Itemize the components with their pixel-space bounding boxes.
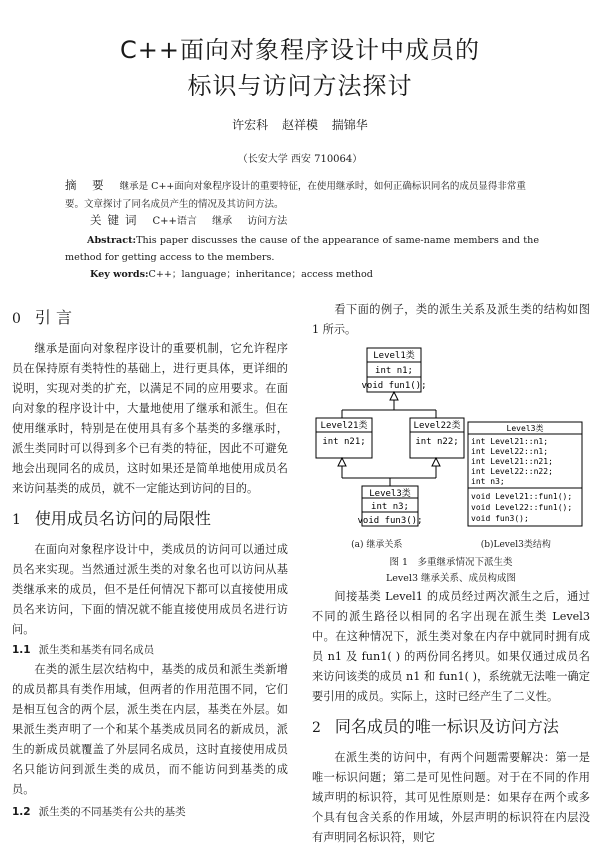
level3-box [357,486,422,526]
level3-member-n3: int n3; [371,502,409,512]
authors: 许宏科 赵祥模 揣锦华 [232,118,368,132]
right-paragraph-2: 在派生类的访问中，有两个问题需要解决：第一是唯一标识问题；第二是可见性问题。对于在不同的作用域声明的标识符，其可见性原则是：如果存在两个或多个具有包含关系的作用域，外层声明的标识符在内层没有声明同名标识符，则它 [312,751,590,844]
subsection-1-1-number: 1.1 [12,644,31,656]
abstract-cn-text: 继承是 C++面向对象程序设计的重要特征，在使用继承时，如何正确标识同名的成员显得非常重要。文章探讨了同名成员产生的情况及其访问方法。 [65,181,526,210]
left-column [12,300,288,822]
keywords-en-label: Key words [90,269,145,280]
right-paragraph-1: 间接基类 Level1 的成员经过两次派生之后，通过不同的派生路径以相同的名字出现在派生类 Level3 中。在这种情况下，派生类对象在内存中就同时拥有成员 n1 及 fun1( ) 的两份同名拷贝。如果仅通过成员名来访问该类的成员 n1 和 fun1( )，系统就无法唯一确定要引用的成员。实际上，这时已经产生了二义性。 [312,590,590,703]
level22-box [410,418,464,458]
affiliation: （长安大学 西安 710064） [237,154,363,165]
figure-1 [312,342,590,534]
structure-line: int Level22::n1; [471,447,549,456]
level22-member: int n22; [415,437,459,447]
structure-line: int Level21::n1; [471,437,549,446]
section-2-heading [312,717,590,738]
paper-title-line2: 标识与访问方法探讨 [187,72,413,100]
structure-line: void fun3(); [471,514,529,523]
section-0-title: 引 言 [34,308,73,327]
abstract-cn-label: 摘 要 [65,178,110,192]
subsection-1-1-paragraph: 在类的派生层次结构中，基类的成员和派生类新增的成员都具有类作用域，但两者的作用范围不同，它们是相互包含的两个层，派生类在内层，基类在外层。如果派生类声明了一个和某个基类成员同名的新成员，派生的新成员就覆盖了外层同名成员，这时直接使用成员名只能访问到派生类的成员，而不能访问到基类的成员。 [12,663,288,796]
section-0-heading [12,308,288,329]
figure-caption-line2: Level3 继承关系、成员构成图 [385,573,517,584]
figure-sublabels [312,539,590,551]
figure-caption-line1: 图 1 多重继承情况下派生类 [389,557,513,568]
subsection-1-2-heading [12,802,288,822]
abstract-en: Abstract:This paper discusses the cause of the appearance of same-name members and the method for getting access to the members. [65,235,539,263]
structure-line: void Level21::fun1(); [471,492,573,501]
inheritance-arrows-bottom [338,458,440,486]
abstract-en-text: This paper discusses the cause of the appearance of same-name members and the method for getting access to the members. [65,235,539,263]
keywords-cn-label: 关键词 [90,213,143,227]
intro-paragraph: 继承是面向对象程序设计的重要机制，它允许程序员在保持原有类特性的基础上，进行更具体，更详细的说明，实现对类的扩充，以满足不同的应用要求。在面向对象的程序设计中，大量地使用了继承和派生。但在使用继承时，特别是在使用具有多个基类的多继承时，派生类同时可以得到多个已有类的特征，因此不可避免地会出现同名的成员，这时如果还是简单地使用成员名来访问基类的成员，就不一定能达到访问的目的。 [12,342,288,495]
keywords-en: Key words:C++；language；inheritance；access method [90,269,373,280]
section-1-heading [12,509,288,530]
structure-line: int Level22::n22; [471,467,553,476]
section-2-title: 同名成员的唯一标识及访问方法 [334,717,559,736]
level1-name: Level1类 [373,351,415,361]
right-intro-paragraph: 看下面的例子，类的派生关系及派生类的结构如图 1 所示。 [312,303,590,336]
subsection-1-2-title: 派生类的不同基类有公共的基类 [38,806,186,818]
section-1-number: 1 [12,512,21,528]
right-column [312,300,590,848]
keywords-en-text: C++；language；inheritance；access method [148,269,373,280]
level3-member-fun3: void fun3(); [357,516,423,526]
level21-member: int n21; [322,437,366,447]
level21-name: Level21类 [320,421,368,431]
level21-box [316,418,372,458]
inheritance-arrows-top [342,392,436,418]
structure-line: void Level22::fun1(); [471,503,573,512]
abstract-cn [65,176,539,214]
level1-box [361,348,426,392]
level3-name: Level3类 [369,489,411,499]
section-0-number: 0 [12,311,21,327]
section-1-paragraph: 在面向对象程序设计中，类成员的访问可以通过成员名来实现。当然通过派生类的对象名也可以访问从基类继承来的成员，但不是任何情况下都可以直接使用成员名来访问，下面的情况就不能直接使用成员名进行访问。 [12,543,288,636]
section-2-number: 2 [312,720,321,736]
subsection-1-1-heading [12,640,288,660]
level3-structure-box [468,422,582,526]
structure-line: int Level21::n21; [471,457,553,466]
abstract-en-label: Abstract [87,235,133,246]
figure-label-a: (a) 继承关系 [351,540,403,550]
level1-member-fun1: void fun1(); [361,381,427,391]
structure-name: Level3类 [506,424,544,433]
paper-title-line1: C++面向对象程序设计中成员的 [120,36,480,64]
keywords-cn [90,212,287,228]
keywords-cn-text: C++语言 继承 访问方法 [152,216,288,227]
section-1-title: 使用成员名访问的局限性 [34,509,211,528]
figure-caption [312,555,590,587]
structure-line: int n3; [471,477,505,486]
level1-member-n1: int n1; [375,366,413,376]
figure-label-b: (b)Level3类结构 [480,540,551,550]
subsection-1-1-title: 派生类和基类有同名成员 [38,644,155,656]
subsection-1-2-number: 1.2 [12,806,31,818]
level22-name: Level22类 [413,421,461,431]
